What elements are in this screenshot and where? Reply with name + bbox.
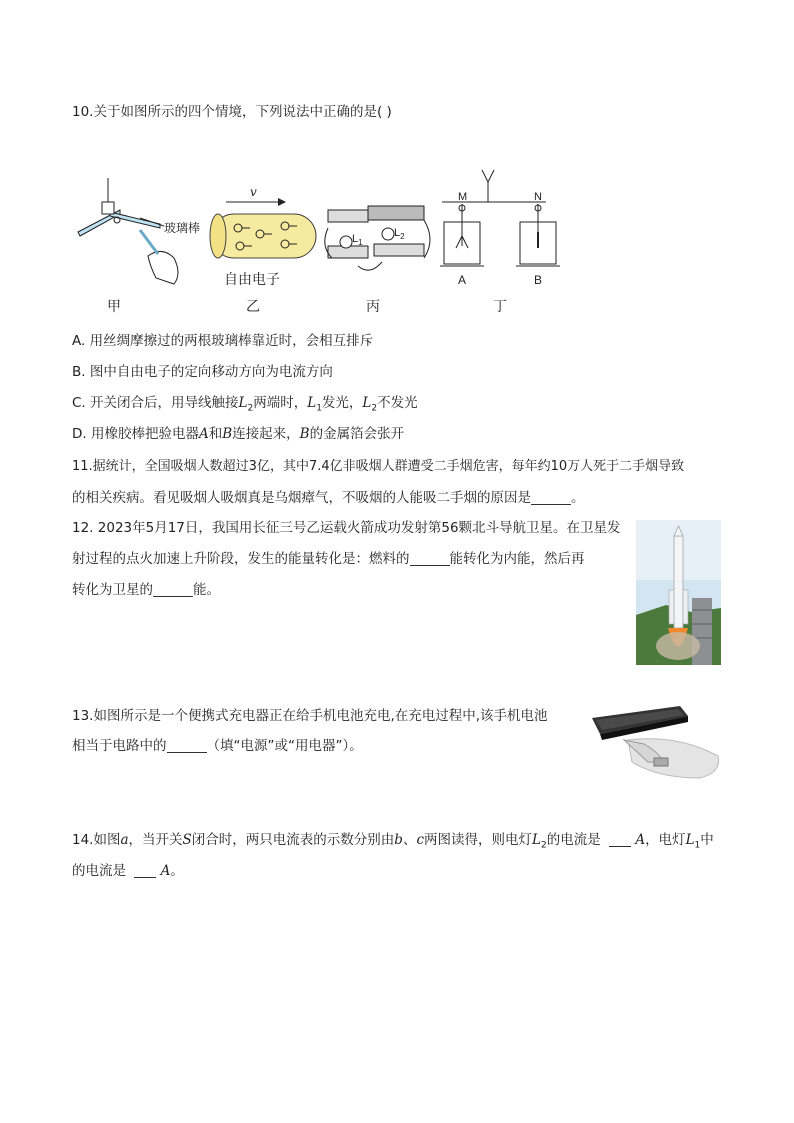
figure-yi — [210, 198, 316, 258]
q12-answer-blank-2[interactable] — [153, 582, 193, 597]
label-L2: $L_2$ — [394, 227, 405, 241]
label-L1: $L_1$ — [352, 233, 363, 247]
label-M: M — [458, 191, 468, 203]
q12-line1: 12. 2023年5月17日，我国用长征三号乙运载火箭成功发射第56颗北斗导航卫星。在卫星发 — [72, 520, 621, 536]
caption-bing: 丙 — [366, 299, 380, 315]
q10-option-d: D. 用橡胶棒把验电器A和B连接起来，B的金属箔会张开 — [72, 426, 405, 442]
phone-charger-image — [588, 700, 722, 780]
q10-option-c: C. 开关闭合后，用导线触接$L_2$两端时，$L_1$发光，$L_2$不发光 — [72, 395, 418, 414]
q12-answer-blank-1[interactable] — [410, 551, 450, 566]
q10-option-a: A. 用丝绸摩擦过的两根玻璃棒靠近时，会相互排斥 — [72, 333, 374, 349]
q14-line2: 的电流是 A。 — [72, 863, 184, 879]
q12-line2: 射过程的点火加速上升阶段，发生的能量转化是：燃料的 能转化为内能，然后再 — [72, 551, 585, 567]
figure-jia — [78, 178, 178, 284]
rocket-launch-photo — [636, 520, 721, 665]
q13-line2: 相当于电路中的 （填“电源”或“用电器”）。 — [72, 738, 363, 754]
label-B: B — [534, 273, 543, 287]
label-velocity: v — [250, 185, 257, 199]
q14-answer-blank-1[interactable] — [609, 832, 631, 847]
figure-ding — [440, 170, 560, 266]
q10-stem: 10.关于如图所示的四个情境，下列说法中正确的是( ) — [72, 104, 392, 120]
label-glass-rod: 玻璃棒 — [164, 221, 201, 235]
caption-ding: 丁 — [493, 299, 507, 315]
q13-line1: 13.如图所示是一个便携式充电器正在给手机电池充电,在充电过程中,该手机电池 — [72, 708, 548, 724]
q14-line1: 14.如图a，当开关S闭合时，两只电流表的示数分别由b、c两图读得，则电灯$L_2$的电流是 A，电灯$L_1$中 — [72, 832, 714, 851]
q10-option-b: B. 图中自由电子的定向移动方向为电流方向 — [72, 364, 333, 380]
figure-bing — [325, 206, 430, 270]
q10-figure — [70, 166, 560, 290]
q14-answer-blank-2[interactable] — [134, 863, 156, 878]
label-N: N — [534, 191, 542, 203]
label-A: A — [458, 273, 467, 287]
label-free-electrons: 自由电子 — [224, 271, 280, 287]
caption-jia: 甲 — [107, 299, 121, 315]
q13-answer-blank[interactable] — [167, 738, 207, 753]
caption-yi: 乙 — [246, 299, 260, 315]
q11-line1: 11.据统计，全国吸烟人数超过3亿，其中7.4亿非吸烟人群遭受二手烟危害，每年约10万人死于二手烟导致 — [72, 459, 685, 474]
q11-answer-blank[interactable] — [531, 490, 571, 505]
q11-line2: 的相关疾病。看见吸烟人吸烟真是乌烟瘴气，不吸烟的人能吸二手烟的原因是 。 — [72, 490, 585, 506]
q12-line3: 转化为卫星的 能。 — [72, 582, 220, 598]
